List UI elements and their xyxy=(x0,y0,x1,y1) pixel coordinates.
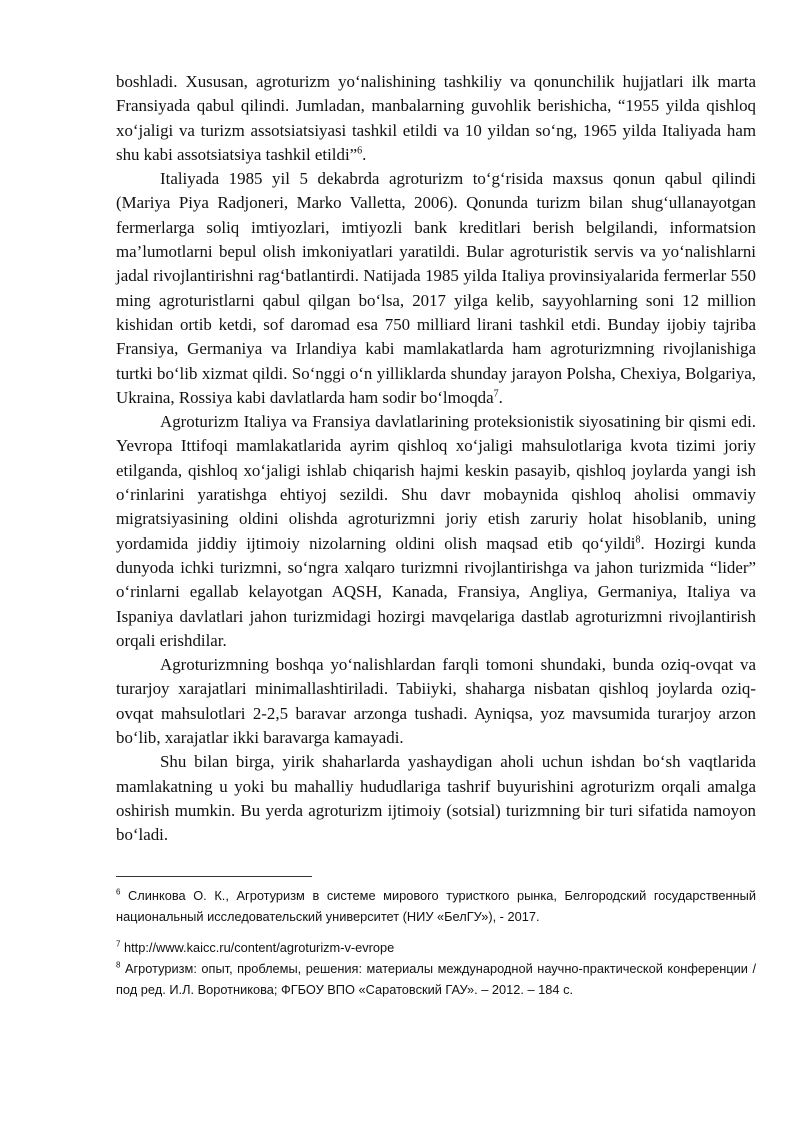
footnote-ref: 7 xyxy=(493,388,499,400)
footnote-text: Агротуризм: опыт, проблемы, решения: материалы международной научно-практической конференции / под ред. И.Л. Воротникова; ФГБОУ ВПО «Саратовский ГАУ». – 2012. – 184 с. xyxy=(116,960,756,997)
text-run: Agroturizmning boshqa yo‘nalishlardan farqli tomoni shundaki, bunda oziq-ovqat va turarjoy xarajatlari minimallashtiriladi. Tabiiyki, shaharga nisbatan qishloq joylarda oziq-ovqat mahsulotlari 2-2,5 baravar arzonga tushadi. Ayniqsa, yoz mavsumida turarjoy arzon bo‘lib, xarajatlar ikki baravarga kamayadi. xyxy=(116,655,756,748)
text-run: boshladi. Xususan, agroturizm yo‘nalishining tashkiliy va qonunchilik hujjatlari ilk marta Fransiyada qabul qilindi. Jumladan, manbalarning guvohlik berishicha, “1955 yilda qishloq xo‘jaligi va turizm assotsiatsiyasi tashkil etildi va 10 yildan so‘ng, 1965 yilda Italiyada ham shu kabi assotsiatsiya tashkil etildi” xyxy=(116,72,756,164)
footnote-ref: 8 xyxy=(635,534,641,546)
footnotes xyxy=(116,885,756,1000)
paragraph xyxy=(116,410,756,653)
text-run: Italiyada 1985 yil 5 dekabrda agroturizm to‘g‘risida maxsus qonun qabul qilindi (Mariya Piya Radjoneri, Marko Valletta, 2006). Qonunda turizm bilan shug‘ullanayotgan fermerlarga soliq imtiyozlari, imtiyozli bank kreditlari berish belgilandi, informatsion ma’lumotlarni bepul olish imkoniyatlari yaratildi. Bular agroturistik servis va yo‘nalishlarni jadal rivojlantirishni rag‘batlantirdi. Natijada 1985 yilda Italiya provinsiyalarida fermerlar 550 ming agroturistlarni qabul qilgan bo‘lsa, 2017 yilga kelib, sayyohlarning soni 12 million kishidan ortib ketdi, sof daromad esa 750 milliard lirani tashkil etdi. Bunday ijobiy tajriba Fransiya, Germaniya va Irlandiya kabi mamlakatlarda ham agroturizmning rivojlanishiga turtki bo‘lib xizmat qildi. So‘nggi o‘n yilliklarda shunday jarayon Polsha, Chexiya, Bolgariya, Ukraina, Rossiya kabi davlatlarda ham sodir bo‘lmoqda xyxy=(116,169,756,407)
footnote-number: 7 xyxy=(116,939,121,949)
paragraph xyxy=(116,750,756,847)
text-run: . xyxy=(498,387,503,407)
footnote-ref: 6 xyxy=(357,145,363,157)
footnote xyxy=(116,885,756,927)
text-run: . xyxy=(362,144,367,164)
paragraph xyxy=(116,167,756,410)
text-run: Shu bilan birga, yirik shaharlarda yashaydigan aholi uchun ishdan bo‘sh vaqtlarida mamlakatning u yoki bu mahalliy hududlariga tashrif buyurishini agroturizm orqali amalga oshirish mumkin. Bu yerda agroturizm ijtimoiy (sotsial) turizmning bir turi sifatida namoyon bo‘ladi. xyxy=(116,752,756,845)
body-text xyxy=(116,70,756,848)
paragraph xyxy=(116,653,756,750)
footnote-divider xyxy=(116,876,312,877)
footnote-number: 6 xyxy=(116,887,121,897)
footnote-number: 8 xyxy=(116,960,121,970)
footnote-text: http://www.kaicc.ru/content/agroturizm-v-evrope xyxy=(120,939,395,955)
footnote xyxy=(116,937,756,958)
document-page xyxy=(116,70,756,1000)
footnote-text: Слинкова О. К., Агротуризм в системе мирового туристкого рынка, Белгородский государственный национальный исследовательский университет (НИУ «БелГУ»), - 2017. xyxy=(116,887,756,924)
footnote xyxy=(116,958,756,1000)
text-run: . Hozirgi kunda dunyoda ichki turizmni, so‘ngra xalqaro turizmni rivojlantirishga va jahon turizmida “lider” o‘rinlarni egallab kelayotgan AQSH, Kanada, Fransiya, Angliya, Germaniya, Italiya va Ispaniya davlatlari jahon turizmidagi hozirgi mavqelariga dastlab agroturizmni rivojlantirish orqali erishdilar. xyxy=(116,533,756,650)
text-run: Agroturizm Italiya va Fransiya davlatlarining proteksionistik siyosatining bir qismi edi. Yevropa Ittifoqi mamlakatlarida ayrim qishloq xo‘jaligi mahsulotlariga kvota tizimi joriy etilganda, qishloq xo‘jaligi ishlab chiqarish hajmi keskin pasayib, qishloq joylarda yangi ish o‘rinlarini yaratishga ehtiyoj sezildi. Shu davr mobaynida qishloq aholisi ommaviy migratsiyasining oldini olishda agroturizmni joriy etish zaruriy holat hisoblanib, uning yordamida jiddiy ijtimoiy nizolarning oldini olish maqsad etib qo‘yildi xyxy=(116,412,756,553)
paragraph xyxy=(116,70,756,167)
